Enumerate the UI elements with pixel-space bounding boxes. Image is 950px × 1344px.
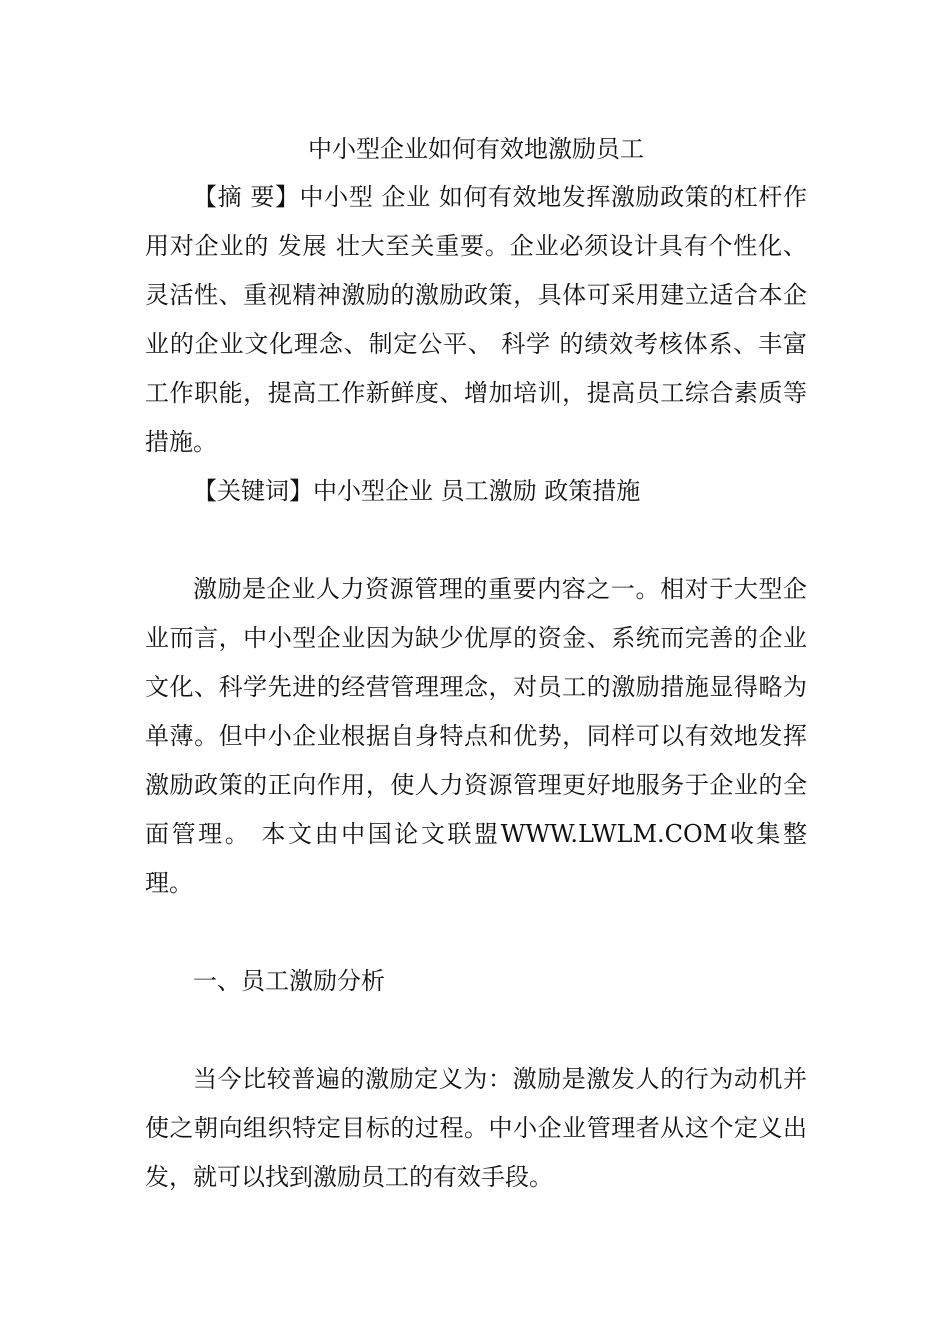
keywords-paragraph: 【关键词】中小型企业 员工激励 政策措施 (193, 477, 641, 505)
section-heading: 一、员工激励分析 (193, 967, 385, 995)
abstract-paragraph: 【摘 要】中小型 企业 如何有效地发挥激励政策的杠杆作用对企业的 发展 壮大至关重要。企业必须设计具有个性化、灵活性、重视精神激励的激励政策，具体可采用建立适合本企业的企业文化理念、制定公平、 科学 的绩效考核体系、丰富工作职能，提高工作新鲜度、增加培训，提高员工综合素质等措施。 (145, 183, 807, 456)
section-paragraph: 当今比较普遍的激励定义为：激励是激发人的行为动机并使之朝向组织特定目标的过程。中小企业管理者从这个定义出发，就可以找到激励员工的有效手段。 (145, 1065, 807, 1191)
document-title: 中小型企业如何有效地激励员工 (308, 135, 644, 163)
document-page (145, 125, 807, 1202)
intro-paragraph: 激励是企业人力资源管理的重要内容之一。相对于大型企业而言，中小型企业因为缺少优厚的资金、系统而完善的企业文化、科学先进的经营管理理念，对员工的激励措施显得略为单薄。但中小企业根据自身特点和优势，同样可以有效地发挥激励政策的正向作用，使人力资源管理更好地服务于企业的全面管理。 本文由中国论文联盟WWW.LWLM.COM收集整理。 (145, 575, 807, 897)
paragraph-gap (145, 1006, 807, 1055)
paragraph-gap (145, 516, 807, 565)
paragraph-gap (145, 908, 807, 957)
